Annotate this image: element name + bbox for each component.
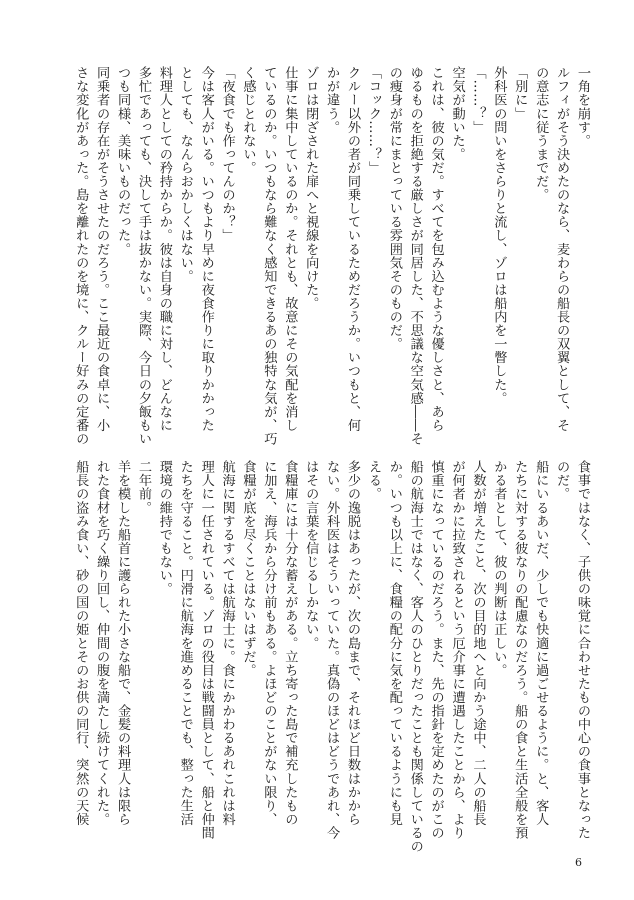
text-line: の痩身が常にまとっている雰囲気そのものだ。 [386,66,402,351]
text-line: の意志に従うまでだ。 [533,66,549,202]
text-line: 食事ではなく、子供の味覚に合わせたもの中心の食事となった [575,460,590,840]
text-line: 船の航海士ではなく、客人のひとりだったことも関係しているの [407,460,423,853]
text-line: ゆるものを拒絶する厳しさが同居した、不思議な空気感――そ [407,66,423,446]
text-line: 二年前。 [135,460,151,515]
text-line: たちを守ること。円滑に航海を進めることでも、整った生活 [177,460,193,826]
text-line: 慎重になっているのだろう。また、先の指針を定めたのがこの [428,460,444,840]
text-line: はその言葉を信じるしかない。 [303,460,319,650]
page-number: 6 [575,856,582,869]
text-line: 多少の逸脱はあったが、次の島まで、それほど日数はかから [345,460,361,826]
text-line: に加え、海兵から分け前もある。よほどのことがない限り、 [261,460,277,826]
text-line: 料理人としての矜持からか。彼は自身の職に対し、どんなに [156,66,172,432]
text-line: ゾロは閉ざされた扉へと視線を向けた。 [303,66,319,310]
text-line: さな変化があった。島を離れたのを境に、クルー好みの定番の [73,66,89,446]
text-line: く感じとれない。 [240,66,256,175]
text-line: かる者として、彼の判断は正しい。 [491,460,507,677]
text-line: 一角を崩す。 [575,66,590,148]
text-line: としても、なんらおかしくはない。 [177,66,193,283]
text-line: 仕事に集中しているのか。それとも、故意にその気配を消し [282,66,298,432]
text-line: 今は客人がいる。いつもより早めに夜食作りに取りかかった [198,66,214,432]
text-line: 「……？」 [470,66,486,134]
text-line: 「夜食でも作ってんのか？」 [219,66,235,243]
text-line: 外科医の問いをさらりと流し、ゾロは船内を一瞥した。 [491,66,507,405]
text-line: 食糧庫には十分な蓄えがある。立ち寄った島で補充したもの [282,460,298,826]
text-line: たちに対する彼なりの配慮なのだろう。船の食と生活全般を預 [512,460,528,840]
text-line: ルフィがそう決めたのなら、麦わらの船長の双翼として、そ [554,66,570,432]
text-line: つも同様、美味いものだった。 [115,66,131,256]
text-line: 理人に一任されている。ゾロの役目は戦闘員として、船と仲間 [198,460,214,840]
text-line: かが違う。 [324,66,340,134]
text-line: が何者かに拉致されるという厄介事に遭遇したことから、より [449,460,465,840]
text-line: ない。外科医はそういっていた。真偽のほどはどうであれ、今 [324,460,340,840]
text-block-upper [32,66,592,446]
text-line: ているのか。いつもなら難なく感知できるあの独特な気が、巧 [261,66,277,446]
text-line: 「別に」 [512,66,528,121]
text-block-lower [32,460,592,853]
text-line: 航海に関するすべては航海士に。食にかかわるあれこれは料 [219,460,235,826]
text-line: れた食材を巧く繰り回し、仲間の腹を満たし続けてくれた。 [94,460,110,826]
text-line: 環境の維持でもない。 [156,460,172,596]
text-line: クルー以外の者が同乗しているためだろうか。いつもと、何 [345,66,361,432]
text-line: 同乗者の存在がそうさせたのだろう。ここ最近の食卓に、小 [94,66,110,432]
text-line: 船長の盗み食い、砂の国の姫とそのお供の同行、突然の天候 [73,460,89,826]
text-line: 羊を模した船首に護られた小さな船で、金髪の料理人は限ら [115,460,131,826]
text-line: 多忙であっても、決して手は抜かない。実際、今日の夕飯もい [135,66,151,446]
text-line: か。いつも以上に、食糧の配分に気を配っているようにも見 [386,460,402,826]
text-line: 「コック……？」 [365,66,381,175]
text-line: 船にいるあいだ、少しでも快適に過ごせるように。と、客人 [533,460,549,826]
text-line: これは、彼の気だ。すべてを包み込むような優しさと、あら [428,66,444,432]
text-line: のだ。 [554,460,570,501]
text-line: える。 [365,460,381,501]
text-line: 人数が増えたこと、次の目的地へと向かう途中、二人の船長 [470,460,486,826]
text-line: 食糧が底を尽くことはないはずだ。 [240,460,256,677]
text-line: 空気が動いた。 [449,66,465,161]
